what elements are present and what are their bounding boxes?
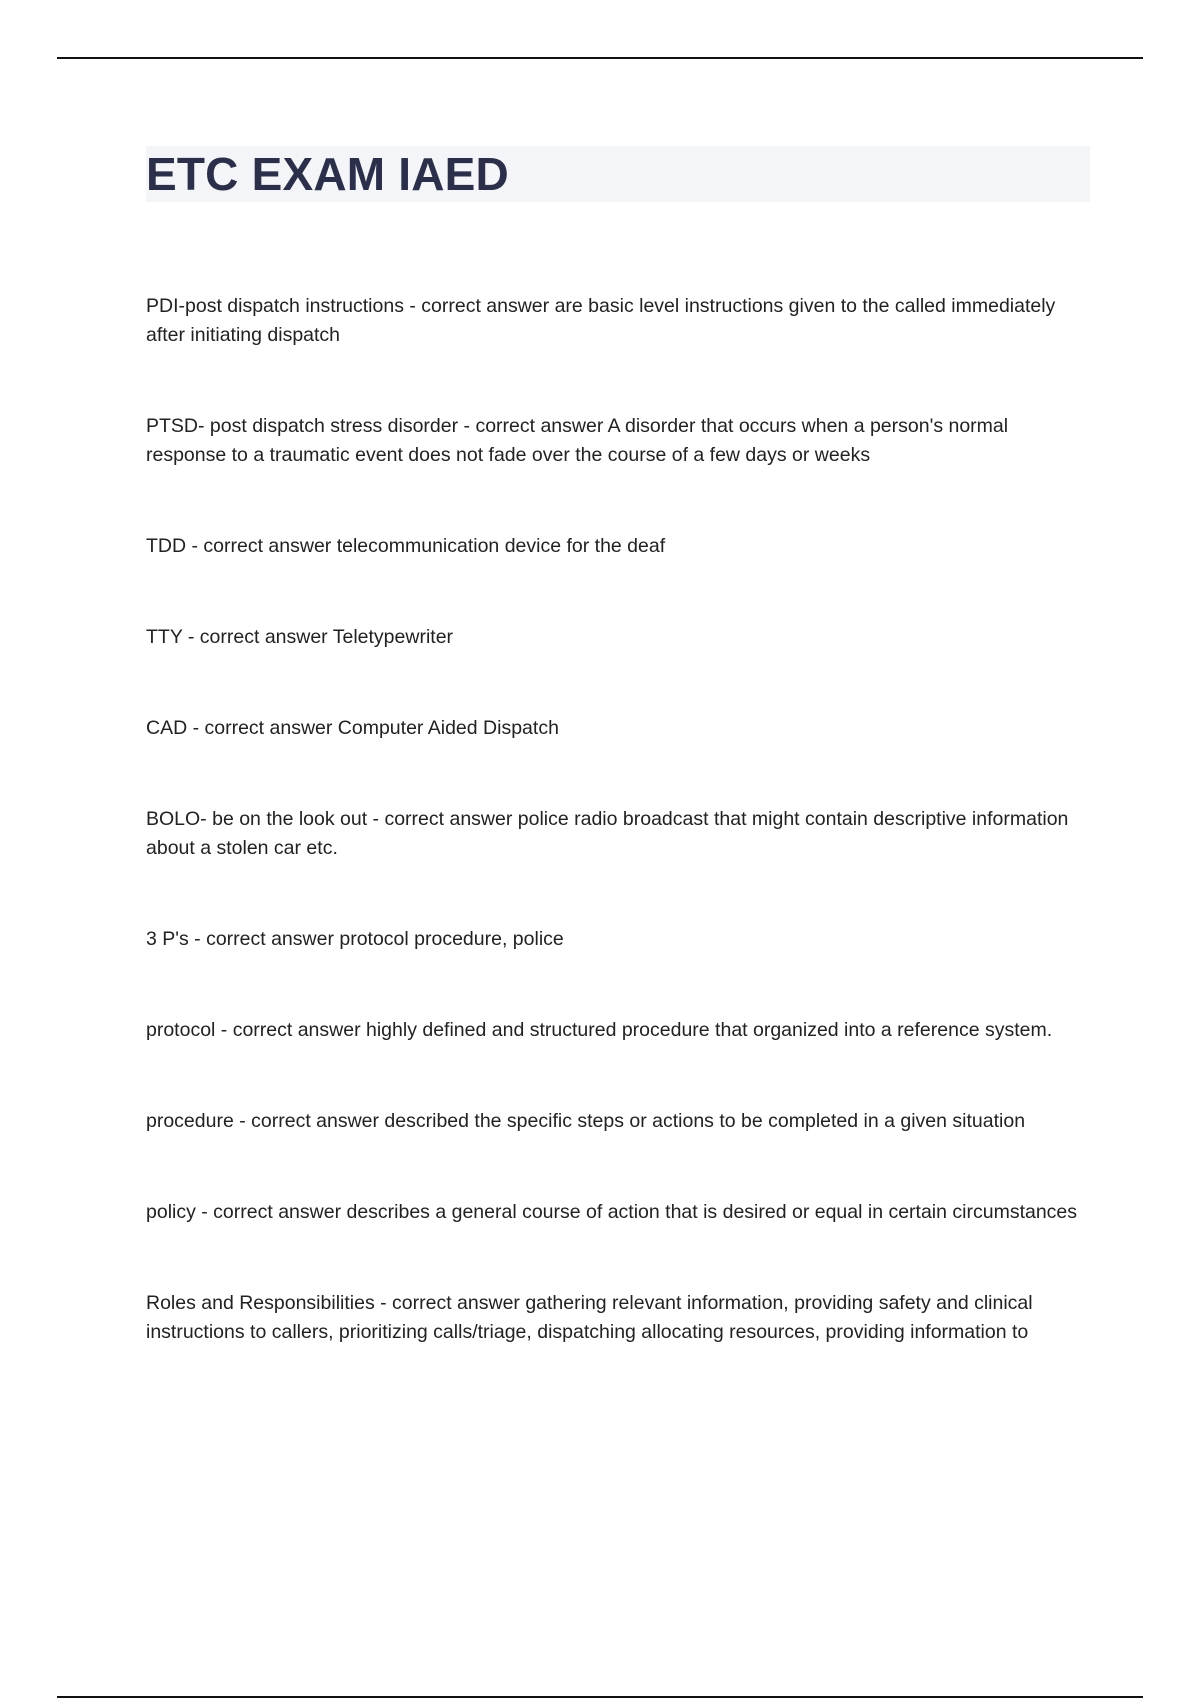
flashcard-cad: CAD - correct answer Computer Aided Dispatch xyxy=(146,717,559,739)
bottom-rule xyxy=(57,1696,1143,1698)
flashcard-ptsd: PTSD- post dispatch stress disorder - correct answer A disorder that occurs when a person's normal response to a traumatic event does not fade over the course of a few days or weeks xyxy=(146,415,1009,466)
top-rule xyxy=(57,57,1143,59)
flashcard-pdi: PDI-post dispatch instructions - correct answer are basic level instructions given to the called immediately after initiating dispatch xyxy=(146,295,1056,346)
flashcard-tdd: TDD - correct answer telecommunication device for the deaf xyxy=(146,535,666,557)
flashcard-policy: policy - correct answer describes a general course of action that is desired or equal in certain circumstances xyxy=(146,1201,1078,1223)
flashcard-tty: TTY - correct answer Teletypewriter xyxy=(146,626,454,648)
flashcard-roles: Roles and Responsibilities - correct answer gathering relevant information, providing safety and clinical instructions to callers, prioritizing calls/triage, dispatching allocating resources, providing information to xyxy=(146,1292,1033,1343)
document-title: ETC EXAM IAED xyxy=(146,148,509,200)
flashcard-procedure: procedure - correct answer described the specific steps or actions to be completed in a given situation xyxy=(146,1110,1026,1132)
flashcard-3ps: 3 P's - correct answer protocol procedure, police xyxy=(146,928,564,950)
flashcard-list xyxy=(146,292,1086,1409)
flashcard-protocol: protocol - correct answer highly defined and structured procedure that organized into a reference system. xyxy=(146,1019,1053,1041)
flashcard-bolo: BOLO- be on the look out - correct answer police radio broadcast that might contain descriptive information about a stolen car etc. xyxy=(146,808,1069,859)
